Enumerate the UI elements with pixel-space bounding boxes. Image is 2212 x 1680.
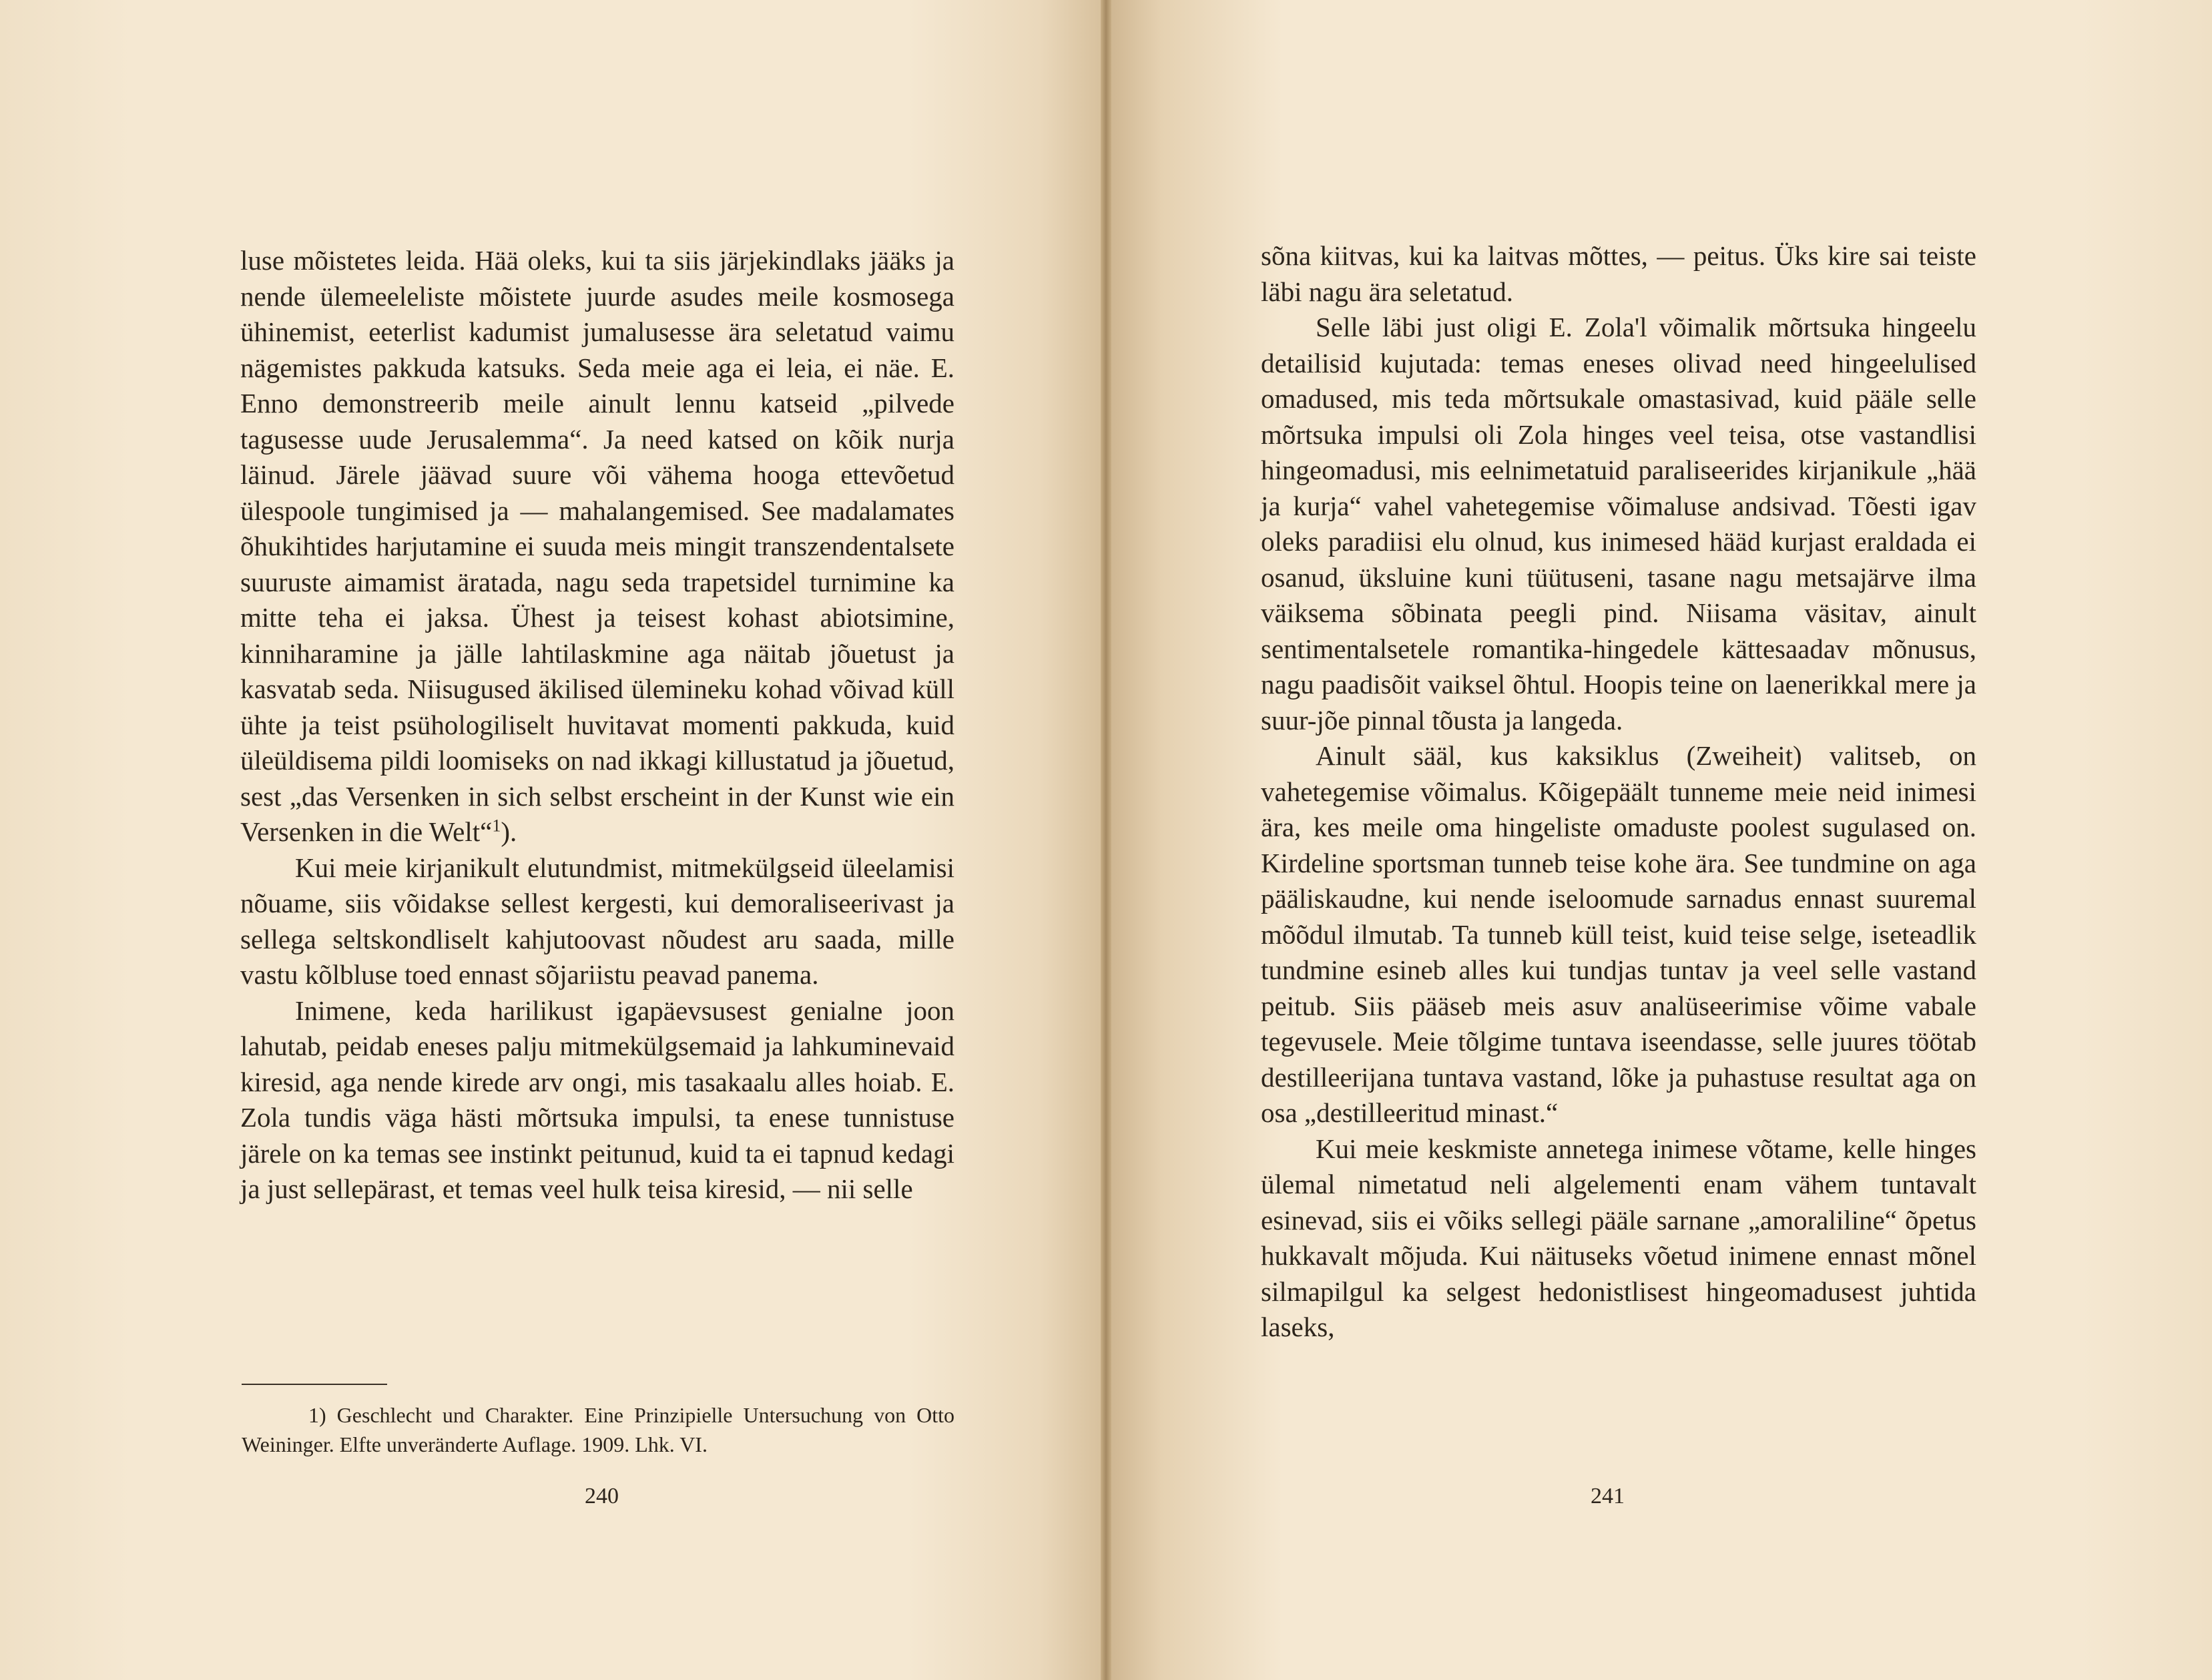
left-page-body (240, 243, 954, 1207)
paragraph-text: luse mõistetes leida. Hää oleks, kui ta siis järjekindlaks jääks ja nende ülemeeleliste mõistete juurde asudes meile kosmosega ühinemist, eeterlist kadumist jumalusesse ära seletatud vaimu nägemistes pakkuda katsuks. Seda meie aga ei leia, ei näe. E. Enno demonstreerib meile ainult lennu katseid „pilvede tagusesse uude Jerusalemma“. Ja need katsed on kõik nurja läinud. Järele jäävad suure või vähema hooga ettevõetud ülespoole tungimised ja — mahalangemised. See madalamates õhukihtides harjutamine ei suuda meis mingit transzendentalsete suuruste aimamist äratada, nagu seda trapetsidel turnimine ka mitte teha ei jaksa. Ühest ja teisest kohast abiotsimine, kinniharamine ja jälle lahtilaskmine aga näitab jõuetust ja kasvatab seda. Niisugused äkilised ülemineku kohad võivad küll ühte ja teist psühologiliselt huvitavat momenti pakkuda, kuid üleüldisema pildi loomiseks on nad ikkagi killustatud ja jõuetud, sest „das Versenken in sich selbst erscheint in der Kunst wie ein Versenken in die Welt“ (240, 245, 954, 847)
right-page-body (1261, 238, 1976, 1346)
paragraph (240, 243, 954, 850)
paragraph: Kui meie keskmiste annetega inimese võtame, kelle hinges ülemal nimetatud neli algelementi enam vähem tuntavalt esinevad, siis ei võiks sellegi pääle sarnane „amoraliline“ õpetus hukkavalt mõjuda. Kui näituseks võetud inimene ennast mõnel silmapilgul ka selgest hedonistlisest hingeomadusest juhtida laseks, (1261, 1133, 1976, 1342)
footnote-reference-tail: ). (501, 816, 517, 847)
paragraph: sõna kiitvas, kui ka laitvas mõttes, — peitus. Üks kire sai teiste läbi nagu ära seletatud. (1261, 240, 1976, 307)
paragraph: Kui meie kirjanikult elutundmist, mitmekülgseid üleelamisi nõuame, siis võidakse sellest kergesti, kui demoraliseerivast ja sellega seltskondliselt kahjutoovast nõudest aru saada, mille vastu kõlbluse toed ennast sõjariistu peavad panema. (240, 852, 954, 990)
footnote (242, 1400, 954, 1459)
paragraph: Ainult sääl, kus kaksiklus (Zweiheit) valitseb, on vahetegemise võimalus. Kõigepäält tunneme meie neid inimesi ära, kes meile oma hingeliste omaduste poolest sugulased on. Kirdeline sportsman tunneb teise kohe ära. See tundmine on aga pääliskaudne, kui nende iseloomude sarnadus ennast suuremal mõõdul ilmutab. Ta tunneb küll teist, kuid teise selge, iseteadlik tundmine esineb alles kui tundjas tuntav ja veel selle vastand peitub. Siis pääseb meis asuv analüseerimise võime vabale tegevusele. Meie tõlgime tuntava iseendasse, selle juures töötab destilleerijana tuntava vastand, lõke ja puhastuse resultat aga on osa „destilleeritud minast.“ (1261, 740, 1976, 1128)
footnote-text: 1) Geschlecht und Charakter. Eine Prinzipielle Untersuchung von Otto Weininger. Elfte unveränderte Auflage. 1909. Lhk. VI. (242, 1403, 954, 1456)
page-number: 240 (585, 1484, 619, 1508)
right-page (1106, 0, 2212, 1680)
footnote-reference: 1 (492, 816, 501, 836)
paragraph: Inimene, keda harilikust igapäevsusest genialne joon lahutab, peidab eneses palju mitmekülgsemaid ja lahkuminevaid kiresid, aga nende kirede arv ongi, mis tasakaalu alles hoiab. E. Zola tundis väga hästi mõrtsuka impulsi, ta enese tunnistuse järele on ka temas see instinkt peitunud, kuid ta ei tapnud kedagi ja just sellepärast, et temas veel hulk teisa kiresid, — nii selle (240, 995, 954, 1204)
book-gutter (1101, 0, 1111, 1680)
footnote-divider (242, 1384, 387, 1385)
paragraph: Selle läbi just oligi E. Zola'l võimalik mõrtsuka hingeelu detailisid kujutada: temas eneses olivad need hingeelulised omadused, mis teda mõrtsukale omastasivad, kuid pääle selle mõrtsuka impulsi oli Zola hinges veel teisa, otse vastandlisi hingeomadusi, mis eelnimetatuid paraliseerides kirjanikule „hää ja kurja“ vahel vahetegemise võimaluse andsivad. Tõesti igav oleks paradiisi elu olnud, kus inimesed hääd kurjast eraldada ei osanud, üksluine kuni tüütuseni, tasane nagu metsajärve ilma väiksema sõbinata peegli pind. Niisama väsitav, ainult sentimentalsetele romantika-hingedele kättesaadav mõnusus, nagu paadisõit vaiksel õhtul. Hoopis teine on laenerikkal mere ja suur-jõe pinnal tõusta ja langeda. (1261, 312, 1976, 736)
page-number: 241 (1591, 1484, 1625, 1508)
